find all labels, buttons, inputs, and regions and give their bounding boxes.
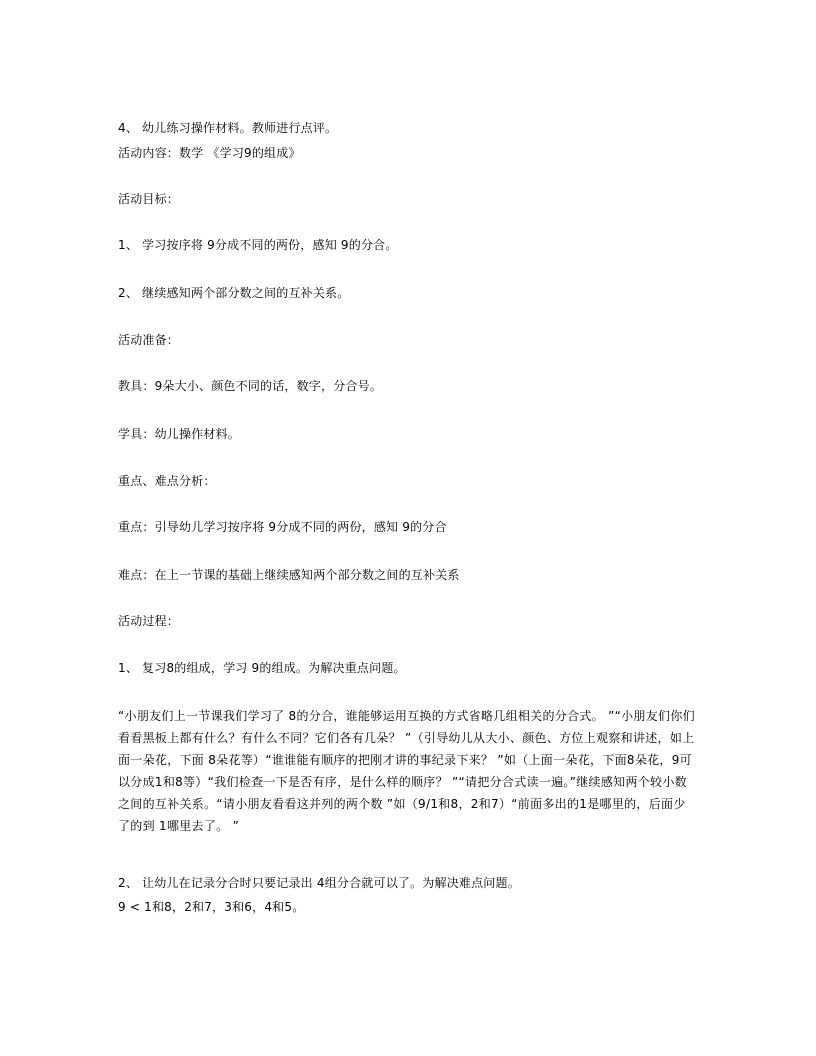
activity-content-line: 活动内容：数学 《学习9的组成》 [118,146,301,160]
difficulty-line: 难点：在上一节课的基础上继续感知两个部分数之间的互补关系 [118,568,460,582]
student-aids-line: 学具：幼儿操作材料。 [118,427,241,441]
objective-2: 2、 继续感知两个部分数之间的互补关系。 [118,286,350,300]
step-4-line: 4、 幼儿练习操作材料。教师进行点评。 [118,121,338,135]
objective-1: 1、 学习按序将 9分成不同的两份，感知 9的分合。 [118,238,398,252]
preparation-heading: 活动准备： [118,333,180,347]
teaching-aids-line: 教具：9朵大小、颜色不同的话，数字，分合号。 [118,379,383,393]
process-step-2: 2、 让幼儿在记录分合时只要记录出 4组分合就可以了。为解决难点问题。 [118,876,520,890]
key-point-line: 重点：引导幼儿学习按序将 9分成不同的两份，感知 9的分合 [118,520,447,534]
composition-line: 9 < 1和8，2和7，3和6，4和5。 [118,900,305,914]
process-step-1-paragraph: “小朋友们上一节课我们学习了 8的分合，谁能够运用互换的方式省略几组相关的分合式。 ”“小朋友们你们看看黑板上都有什么？有什么不同？它们各有几朵？ ”（引导幼儿从大小、颜色、方位上观察和讲述，如上面一朵花，下面 8朵花等）“谁谁能有顺序的把刚才讲的事纪录下来？ ”如（上面一朵花，下面8朵花，9可以分成1和8等）“我们检查一下是否有序，是什么样的顺序？ ”“请把分合式读一遍。”继续感知两个较小数之间的互补关系。“请小朋友看看这并列的两个数 ”如（9/1和8，2和7）“前面多出的1是哪里的，后面少了的到 1哪里去了。 ” [118,709,695,833]
key-points-heading: 重点、难点分析： [118,474,216,488]
process-heading: 活动过程： [118,614,180,628]
objectives-heading: 活动目标： [118,192,180,206]
process-step-1: 1、 复习8的组成，学习 9的组成。为解决重点问题。 [118,661,406,675]
